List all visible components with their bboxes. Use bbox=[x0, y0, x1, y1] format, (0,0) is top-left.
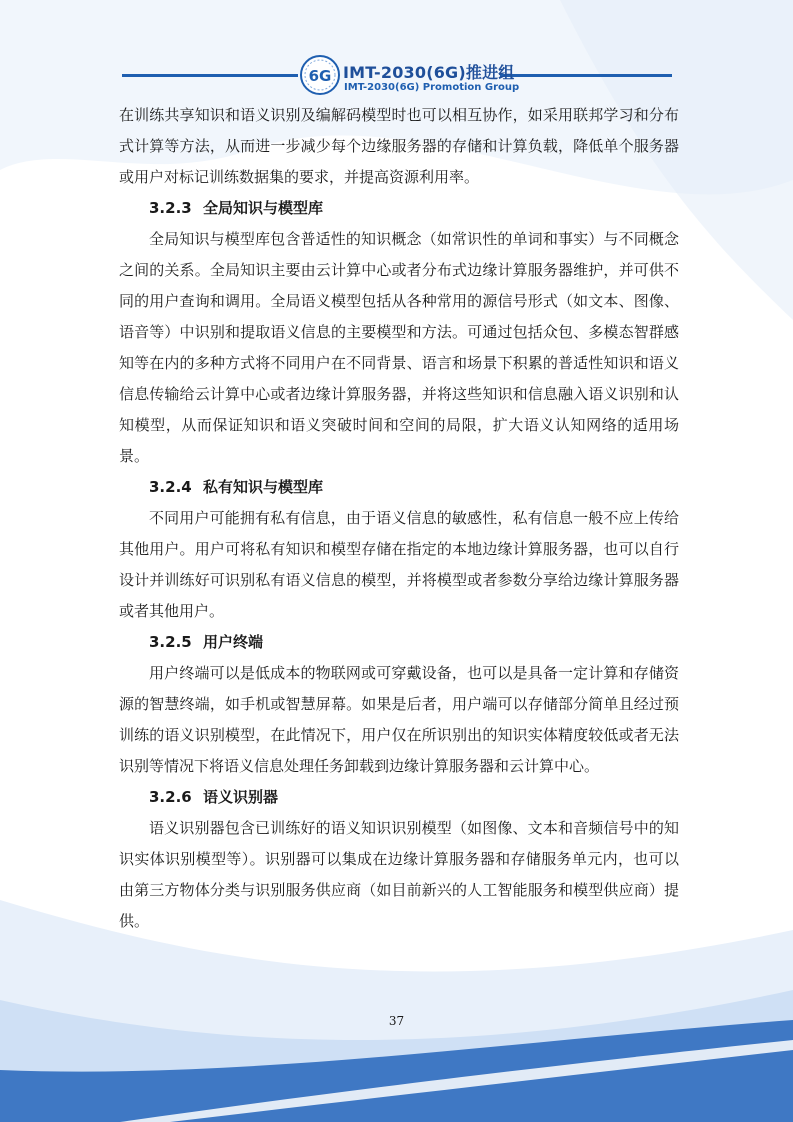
page-header bbox=[0, 52, 793, 102]
section-title: 用户终端 bbox=[203, 633, 264, 651]
header-title: IMT-2030(6G)推进组 bbox=[343, 63, 515, 82]
section-heading-3-2-4 bbox=[119, 472, 679, 503]
section-heading-3-2-3 bbox=[119, 193, 679, 224]
section-heading-3-2-6 bbox=[119, 782, 679, 813]
section-number: 3.2.5 bbox=[149, 633, 192, 651]
section-number: 3.2.3 bbox=[149, 199, 192, 217]
header-subtitle: IMT-2030(6G) Promotion Group bbox=[344, 82, 520, 93]
intro-paragraph: 在训练共享知识和语义识别及编解码模型时也可以相互协作，如采用联邦学习和分布式计算等方法，从而进一步减少每个边缘服务器的存储和计算负载，降低单个服务器或用户对标记训练数据集的要求，并提高资源利用率。 bbox=[119, 106, 679, 186]
section-title: 私有知识与模型库 bbox=[203, 478, 324, 496]
section-number: 3.2.6 bbox=[149, 788, 192, 806]
main-content bbox=[119, 100, 679, 937]
section-text-3-2-3: 全局知识与模型库包含普适性的知识概念（如常识性的单词和事实）与不同概念之间的关系。全局知识主要由云计算中心或者分布式边缘计算服务器维护，并可供不同的用户查询和调用。全局语义模型包括从各种常用的源信号形式（如文本、图像、语音等）中识别和提取语义信息的主要模型和方法。可通过包括众包、多模态智群感知等在内的多种方式将不同用户在不同背景、语言和场景下积累的普适性知识和语义信息传输给云计算中心或者边缘计算服务器，并将这些知识和信息融入语义识别和认知模型，从而保证知识和语义突破时间和空间的局限，扩大语义认知网络的适用场景。 bbox=[119, 230, 679, 465]
section-title: 语义识别器 bbox=[203, 788, 279, 806]
page-number: 37 bbox=[388, 1014, 405, 1028]
section-text-3-2-4: 不同用户可能拥有私有信息，由于语义信息的敏感性，私有信息一般不应上传给其他用户。用户可将私有知识和模型存储在指定的本地边缘计算服务器，也可以自行设计并训练好可识别私有语义信息的模型，并将模型或者参数分享给边缘计算服务器或者其他用户。 bbox=[119, 509, 679, 620]
section-title: 全局知识与模型库 bbox=[203, 199, 324, 217]
imt2030-logo-icon bbox=[299, 54, 341, 96]
section-text-3-2-5: 用户终端可以是低成本的物联网或可穿戴设备，也可以是具备一定计算和存储资源的智慧终端，如手机或智慧屏幕。如果是后者，用户端可以存储部分简单且经过预训练的语义识别模型，在此情况下，用户仅在所识别出的知识实体精度较低或者无法识别等情况下将语义信息处理任务卸载到边缘计算服务器和云计算中心。 bbox=[119, 664, 679, 775]
logo-text: 6G bbox=[308, 67, 332, 85]
header-rule-left bbox=[122, 74, 298, 77]
section-number: 3.2.4 bbox=[149, 478, 192, 496]
section-heading-3-2-5 bbox=[119, 627, 679, 658]
section-text-3-2-6: 语义识别器包含已训练好的语义知识识别模型（如图像、文本和音频信号中的知识实体识别模型等）。识别器可以集成在边缘计算服务器和存储服务单元内，也可以由第三方物体分类与识别服务供应商（如目前新兴的人工智能服务和模型供应商）提供。 bbox=[119, 819, 679, 930]
header-rule-right bbox=[500, 74, 672, 77]
